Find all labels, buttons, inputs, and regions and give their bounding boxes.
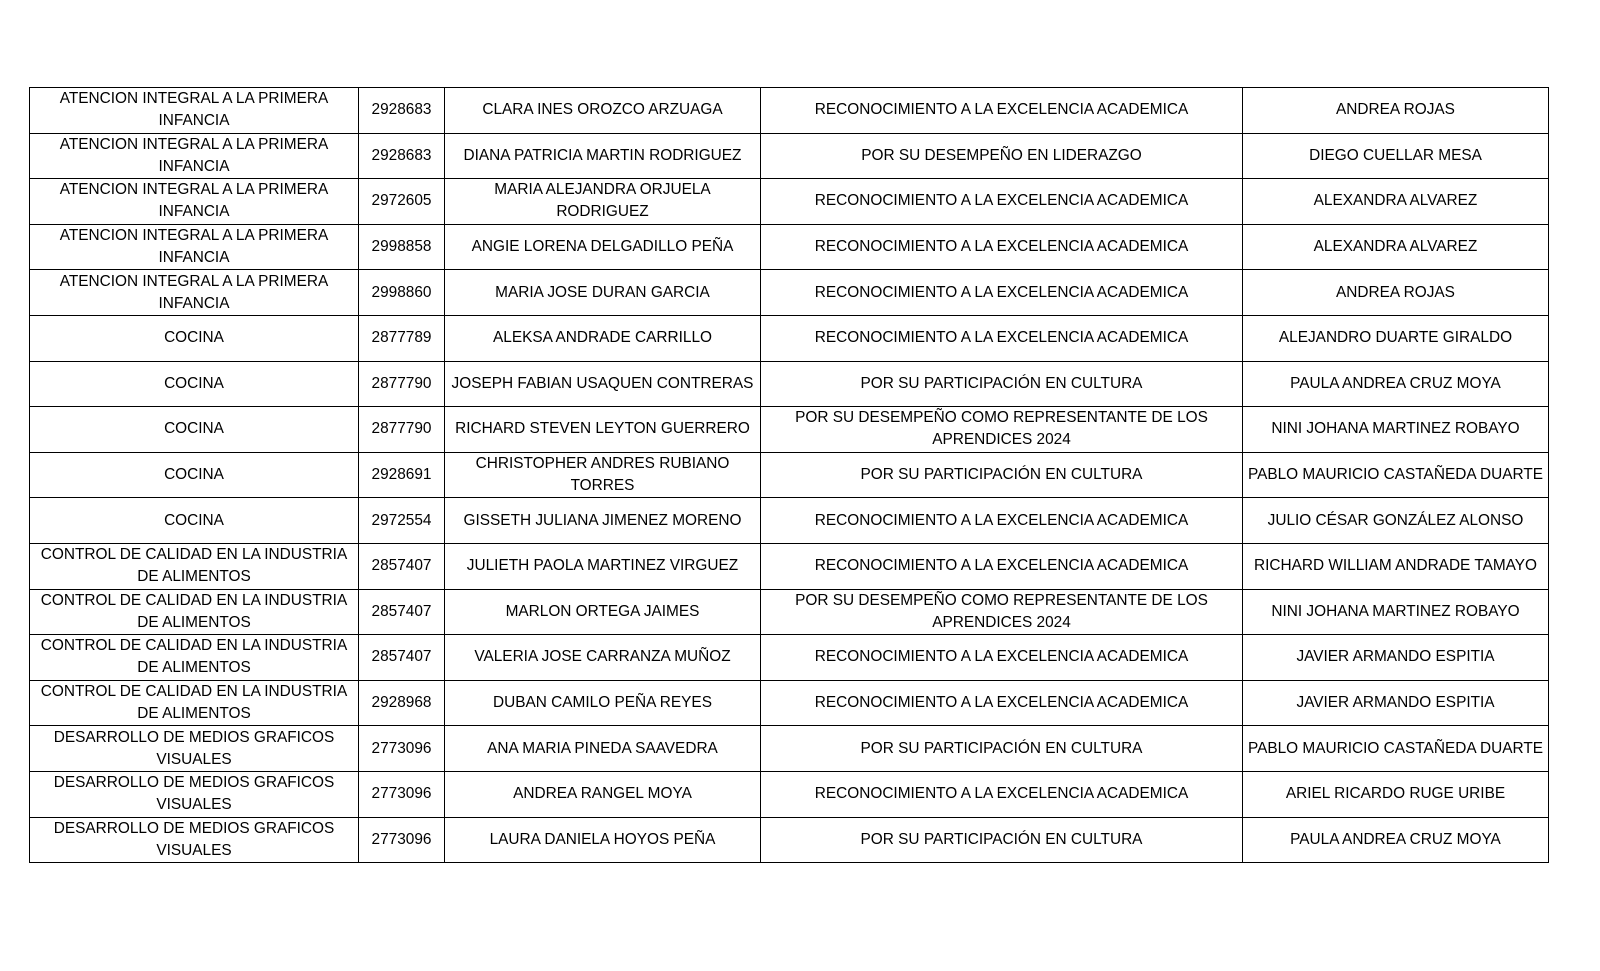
student-name-cell: DIANA PATRICIA MARTIN RODRIGUEZ [445,133,761,179]
student-name-cell: CLARA INES OROZCO ARZUAGA [445,88,761,134]
program-cell: ATENCION INTEGRAL A LA PRIMERA INFANCIA [30,270,359,316]
student-name-cell: MARIA ALEJANDRA ORJUELA RODRIGUEZ [445,179,761,225]
program-cell: COCINA [30,452,359,498]
student-name-cell: DUBAN CAMILO PEÑA REYES [445,680,761,726]
nominated-by-cell: JAVIER ARMANDO ESPITIA [1243,635,1549,681]
student-name-cell: ANGIE LORENA DELGADILLO PEÑA [445,224,761,270]
recognition-cell: RECONOCIMIENTO A LA EXCELENCIA ACADEMICA [761,315,1243,361]
program-cell: CONTROL DE CALIDAD EN LA INDUSTRIA DE ALIMENTOS [30,635,359,681]
student-name-cell: ALEKSA ANDRADE CARRILLO [445,315,761,361]
program-cell: CONTROL DE CALIDAD EN LA INDUSTRIA DE ALIMENTOS [30,680,359,726]
nominated-by-cell: DIEGO CUELLAR MESA [1243,133,1549,179]
table-row [30,635,1549,681]
student-name-cell: CHRISTOPHER ANDRES RUBIANO TORRES [445,452,761,498]
table-row [30,543,1549,589]
student-name-cell: LAURA DANIELA HOYOS PEÑA [445,817,761,863]
nominated-by-cell: ALEJANDRO DUARTE GIRALDO [1243,315,1549,361]
ficha-cell: 2857407 [359,543,445,589]
student-name-cell: JULIETH PAOLA MARTINEZ VIRGUEZ [445,543,761,589]
program-cell: ATENCION INTEGRAL A LA PRIMERA INFANCIA [30,133,359,179]
nominated-by-cell: PAULA ANDREA CRUZ MOYA [1243,361,1549,407]
ficha-cell: 2857407 [359,589,445,635]
ficha-cell: 2773096 [359,771,445,817]
table-row [30,771,1549,817]
table-row [30,179,1549,225]
nominated-by-cell: PAULA ANDREA CRUZ MOYA [1243,817,1549,863]
program-cell: COCINA [30,315,359,361]
nominated-by-cell: JULIO CÉSAR GONZÁLEZ ALONSO [1243,498,1549,544]
program-cell: CONTROL DE CALIDAD EN LA INDUSTRIA DE ALIMENTOS [30,543,359,589]
recognition-cell: RECONOCIMIENTO A LA EXCELENCIA ACADEMICA [761,270,1243,316]
table-row [30,88,1549,134]
recognition-cell: RECONOCIMIENTO A LA EXCELENCIA ACADEMICA [761,224,1243,270]
program-cell: COCINA [30,407,359,453]
program-cell: COCINA [30,498,359,544]
ficha-cell: 2998860 [359,270,445,316]
table-row [30,817,1549,863]
ficha-cell: 2773096 [359,817,445,863]
ficha-cell: 2998858 [359,224,445,270]
table-row [30,498,1549,544]
recognition-cell: POR SU PARTICIPACIÓN EN CULTURA [761,726,1243,772]
student-name-cell: RICHARD STEVEN LEYTON GUERRERO [445,407,761,453]
nominated-by-cell: ANDREA ROJAS [1243,88,1549,134]
recognition-cell: RECONOCIMIENTO A LA EXCELENCIA ACADEMICA [761,498,1243,544]
nominated-by-cell: NINI JOHANA MARTINEZ ROBAYO [1243,407,1549,453]
table-row [30,315,1549,361]
program-cell: ATENCION INTEGRAL A LA PRIMERA INFANCIA [30,88,359,134]
program-cell: DESARROLLO DE MEDIOS GRAFICOS VISUALES [30,771,359,817]
table-row [30,361,1549,407]
ficha-cell: 2928683 [359,88,445,134]
student-name-cell: MARIA JOSE DURAN GARCIA [445,270,761,316]
recognition-cell: POR SU DESEMPEÑO COMO REPRESENTANTE DE LOS APRENDICES 2024 [761,407,1243,453]
program-cell: ATENCION INTEGRAL A LA PRIMERA INFANCIA [30,224,359,270]
ficha-cell: 2877789 [359,315,445,361]
nominated-by-cell: ALEXANDRA ALVAREZ [1243,224,1549,270]
document-page [29,87,1549,863]
ficha-cell: 2972554 [359,498,445,544]
table-row [30,726,1549,772]
nominated-by-cell: ARIEL RICARDO RUGE URIBE [1243,771,1549,817]
table-row [30,589,1549,635]
nominated-by-cell: NINI JOHANA MARTINEZ ROBAYO [1243,589,1549,635]
table-row [30,133,1549,179]
table-row [30,224,1549,270]
nominated-by-cell: ALEXANDRA ALVAREZ [1243,179,1549,225]
table-body [30,88,1549,863]
recognition-table [29,87,1549,863]
ficha-cell: 2928968 [359,680,445,726]
student-name-cell: ANDREA RANGEL MOYA [445,771,761,817]
nominated-by-cell: RICHARD WILLIAM ANDRADE TAMAYO [1243,543,1549,589]
recognition-cell: POR SU DESEMPEÑO EN LIDERAZGO [761,133,1243,179]
student-name-cell: GISSETH JULIANA JIMENEZ MORENO [445,498,761,544]
nominated-by-cell: PABLO MAURICIO CASTAÑEDA DUARTE [1243,726,1549,772]
nominated-by-cell: JAVIER ARMANDO ESPITIA [1243,680,1549,726]
ficha-cell: 2877790 [359,361,445,407]
recognition-cell: RECONOCIMIENTO A LA EXCELENCIA ACADEMICA [761,680,1243,726]
table-row [30,270,1549,316]
table-row [30,680,1549,726]
recognition-cell: RECONOCIMIENTO A LA EXCELENCIA ACADEMICA [761,635,1243,681]
recognition-cell: RECONOCIMIENTO A LA EXCELENCIA ACADEMICA [761,771,1243,817]
recognition-cell: POR SU PARTICIPACIÓN EN CULTURA [761,452,1243,498]
nominated-by-cell: ANDREA ROJAS [1243,270,1549,316]
program-cell: DESARROLLO DE MEDIOS GRAFICOS VISUALES [30,726,359,772]
table-row [30,407,1549,453]
recognition-cell: POR SU PARTICIPACIÓN EN CULTURA [761,817,1243,863]
student-name-cell: MARLON ORTEGA JAIMES [445,589,761,635]
ficha-cell: 2928691 [359,452,445,498]
student-name-cell: VALERIA JOSE CARRANZA MUÑOZ [445,635,761,681]
ficha-cell: 2928683 [359,133,445,179]
recognition-cell: RECONOCIMIENTO A LA EXCELENCIA ACADEMICA [761,179,1243,225]
nominated-by-cell: PABLO MAURICIO CASTAÑEDA DUARTE [1243,452,1549,498]
program-cell: COCINA [30,361,359,407]
recognition-cell: POR SU DESEMPEÑO COMO REPRESENTANTE DE LOS APRENDICES 2024 [761,589,1243,635]
ficha-cell: 2773096 [359,726,445,772]
ficha-cell: 2877790 [359,407,445,453]
student-name-cell: JOSEPH FABIAN USAQUEN CONTRERAS [445,361,761,407]
student-name-cell: ANA MARIA PINEDA SAAVEDRA [445,726,761,772]
program-cell: DESARROLLO DE MEDIOS GRAFICOS VISUALES [30,817,359,863]
ficha-cell: 2972605 [359,179,445,225]
table-row [30,452,1549,498]
recognition-cell: RECONOCIMIENTO A LA EXCELENCIA ACADEMICA [761,88,1243,134]
recognition-cell: RECONOCIMIENTO A LA EXCELENCIA ACADEMICA [761,543,1243,589]
ficha-cell: 2857407 [359,635,445,681]
recognition-cell: POR SU PARTICIPACIÓN EN CULTURA [761,361,1243,407]
program-cell: CONTROL DE CALIDAD EN LA INDUSTRIA DE ALIMENTOS [30,589,359,635]
program-cell: ATENCION INTEGRAL A LA PRIMERA INFANCIA [30,179,359,225]
